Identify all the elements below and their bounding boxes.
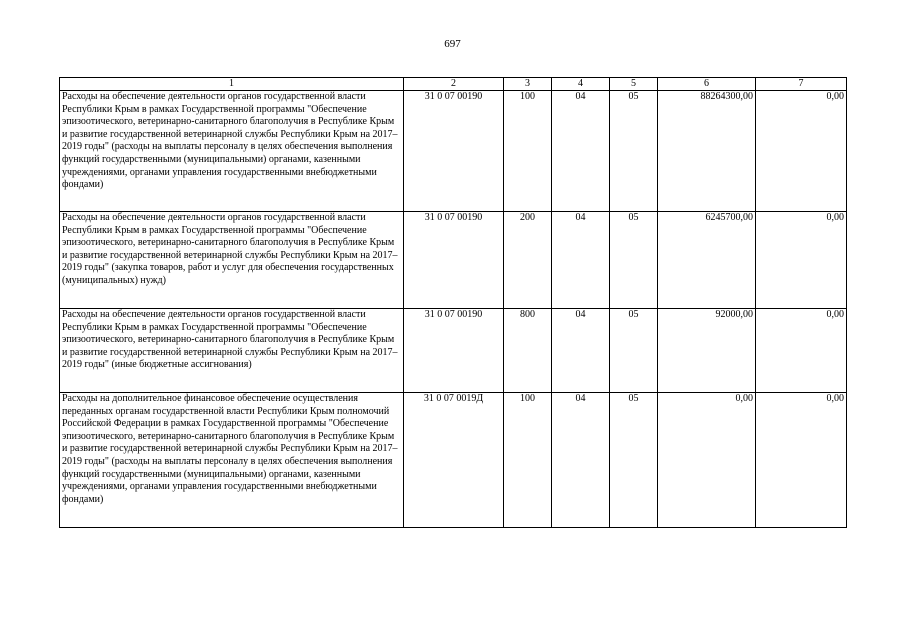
section-code: 04: [552, 91, 610, 212]
column-header-4: 4: [552, 78, 610, 91]
page-number: 697: [444, 38, 461, 50]
amount-column-6: 88264300,00: [658, 91, 756, 212]
column-header-1: 1: [60, 78, 404, 91]
expense-type-code: 100: [504, 91, 552, 212]
section-code: 04: [552, 309, 610, 393]
section-code: 04: [552, 393, 610, 528]
target-article-code: 31 0 07 00190: [404, 212, 504, 309]
expense-description: Расходы на обеспечение деятельности органов государственной власти Республики Крым в рамках Государственной программы "Обеспечение эпизоотического, ветеринарно-санитарного благополучия в Республике Крым и развитие государственной ветеринарной службы Республики Крым на 2017–2019 годы" (расходы на выплаты персоналу в целях обеспечения выполнения функций государственными (муниципальными) органами, казенными учреждениями, органами управления государственными внебюджетными фондами): [60, 91, 404, 212]
subsection-code: 05: [610, 91, 658, 212]
column-header-5: 5: [610, 78, 658, 91]
target-article-code: 31 0 07 0019Д: [404, 393, 504, 528]
expense-description: Расходы на обеспечение деятельности органов государственной власти Республики Крым в рамках Государственной программы "Обеспечение эпизоотического, ветеринарно-санитарного благополучия в Республике Крым и развитие государственной ветеринарной службы Республики Крым на 2017–2019 годы" (закупка товаров, работ и услуг для обеспечения государственных (муниципальных) нужд): [60, 212, 404, 309]
column-header-6: 6: [658, 78, 756, 91]
amount-column-7: 0,00: [756, 309, 847, 393]
table-row: [60, 393, 847, 528]
amount-column-6: 92000,00: [658, 309, 756, 393]
subsection-code: 05: [610, 309, 658, 393]
subsection-code: 05: [610, 393, 658, 528]
budget-table: [59, 77, 847, 528]
column-header-7: 7: [756, 78, 847, 91]
expense-type-code: 200: [504, 212, 552, 309]
section-code: 04: [552, 212, 610, 309]
target-article-code: 31 0 07 00190: [404, 309, 504, 393]
amount-column-7: 0,00: [756, 212, 847, 309]
table-row: [60, 309, 847, 393]
amount-column-6: 6245700,00: [658, 212, 756, 309]
column-header-3: 3: [504, 78, 552, 91]
table-row: [60, 91, 847, 212]
table-row: [60, 212, 847, 309]
subsection-code: 05: [610, 212, 658, 309]
target-article-code: 31 0 07 00190: [404, 91, 504, 212]
expense-type-code: 800: [504, 309, 552, 393]
expense-type-code: 100: [504, 393, 552, 528]
amount-column-7: 0,00: [756, 393, 847, 528]
amount-column-6: 0,00: [658, 393, 756, 528]
table-header-row: [60, 78, 847, 91]
amount-column-7: 0,00: [756, 91, 847, 212]
expense-description: Расходы на обеспечение деятельности органов государственной власти Республики Крым в рамках Государственной программы "Обеспечение эпизоотического, ветеринарно-санитарного благополучия в Республике Крым и развитие государственной ветеринарной службы Республики Крым на 2017–2019 годы" (иные бюджетные ассигнования): [60, 309, 404, 393]
column-header-2: 2: [404, 78, 504, 91]
expense-description: Расходы на дополнительное финансовое обеспечение осуществления переданных органам государственной власти Республики Крым полномочий Российской Федерации в рамках Государственной программы "Обеспечение эпизоотического, ветеринарно-санитарного благополучия в Республике Крым и развитие государственной ветеринарной службы Республики Крым на 2017–2019 годы" (расходы на выплаты персоналу в целях обеспечения выполнения функций государственными (муниципальными) органами, казенными учреждениями, органами управления государственными внебюджетными фондами): [60, 393, 404, 528]
